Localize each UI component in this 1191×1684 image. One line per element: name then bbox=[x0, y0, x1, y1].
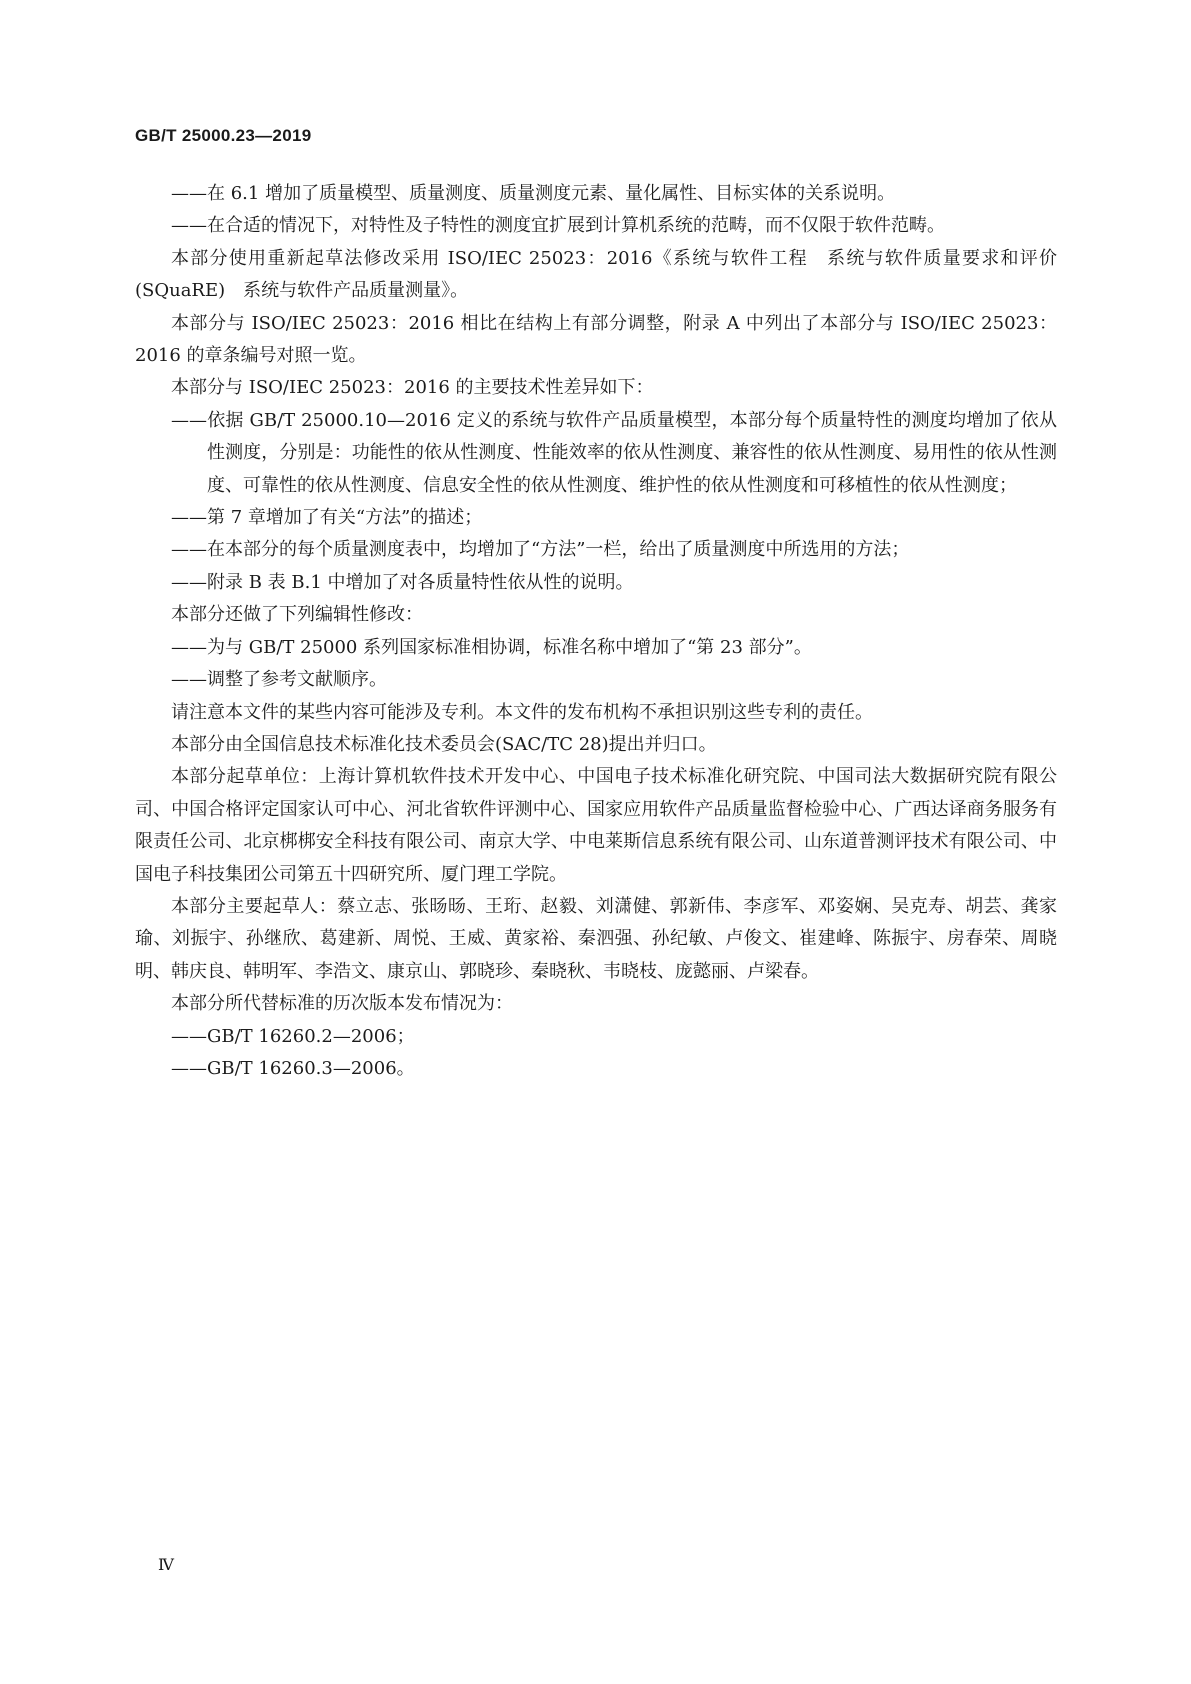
paragraph-13: 本部分由全国信息技术标准化技术委员会(SAC/TC 28)提出并归口。 bbox=[171, 733, 717, 755]
page-number: Ⅳ bbox=[158, 1555, 174, 1574]
paragraph-18: ——GB/T 16260.3—2006。 bbox=[171, 1057, 415, 1079]
paragraph-8: ——附录 B 表 B.1 中增加了对各质量特性依从性的说明。 bbox=[171, 571, 634, 593]
foreword-body bbox=[135, 178, 1057, 1085]
paragraph-7: ——在本部分的每个质量测度表中，均增加了“方法”一栏，给出了质量测度中所选用的方法； bbox=[171, 539, 910, 561]
paragraph-12: 请注意本文件的某些内容可能涉及专利。本文件的发布机构不承担识别这些专利的责任。 bbox=[171, 701, 873, 723]
paragraph-4: 本部分与 ISO/IEC 25023：2016 的主要技术性差异如下： bbox=[171, 377, 654, 399]
paragraph-15: 本部分主要起草人：蔡立志、张旸旸、王珩、赵毅、刘潇健、郭新伟、李彦军、邓姿娴、吴克寿、胡芸、龚家瑜、刘振宇、孙继欣、葛建新、周悦、王威、黄家裕、秦泗强、孙纪敏、卢俊文、崔建峰、陈振宇、房春荣、周晓明、韩庆良、韩明军、李浩文、康京山、郭晓珍、秦晓秋、韦晓枝、庞懿丽、卢梁春。 bbox=[135, 895, 1057, 982]
paragraph-6: ——第 7 章增加了有关“方法”的描述； bbox=[171, 507, 483, 529]
paragraph-5: ——依据 GB/T 25000.10—2016 定义的系统与软件产品质量模型，本部分每个质量特性的测度均增加了依从性测度，分别是：功能性的依从性测度、性能效率的依从性测度、兼容性的依从性测度、易用性的依从性测度、可靠性的依从性测度、信息安全性的依从性测度、维护性的依从性测度和可移植性的依从性测度； bbox=[171, 409, 1057, 496]
paragraph-10: ——为与 GB/T 25000 系列国家标准相协调，标准名称中增加了“第 23 部分”。 bbox=[171, 636, 812, 658]
paragraph-1: ——在合适的情况下，对特性及子特性的测度宜扩展到计算机系统的范畴，而不仅限于软件范畴。 bbox=[171, 215, 945, 237]
paragraph-14: 本部分起草单位：上海计算机软件技术开发中心、中国电子技术标准化研究院、中国司法大数据研究院有限公司、中国合格评定国家认可中心、河北省软件评测中心、国家应用软件产品质量监督检验中心、广西达译商务服务有限责任公司、北京梆梆安全科技有限公司、南京大学、中电莱斯信息系统有限公司、山东道普测评技术有限公司、中国电子科技集团公司第五十四研究所、厦门理工学院。 bbox=[135, 766, 1057, 885]
paragraph-16: 本部分所代替标准的历次版本发布情况为： bbox=[171, 993, 513, 1015]
paragraph-3: 本部分与 ISO/IEC 25023：2016 相比在结构上有部分调整，附录 A 中列出了本部分与 ISO/IEC 25023：2016 的章条编号对照一览。 bbox=[135, 312, 1057, 367]
paragraph-0: ——在 6.1 增加了质量模型、质量测度、质量测度元素、量化属性、目标实体的关系说明。 bbox=[171, 183, 896, 204]
paragraph-2: 本部分使用重新起草法修改采用 ISO/IEC 25023：2016《系统与软件工程 系统与软件质量要求和评价(SQuaRE) 系统与软件产品质量测量》。 bbox=[135, 247, 1057, 302]
paragraph-17: ——GB/T 16260.2—2006； bbox=[171, 1025, 415, 1047]
paragraph-11: ——调整了参考文献顺序。 bbox=[171, 669, 387, 691]
document-code-header: GB/T 25000.23—2019 bbox=[135, 126, 312, 145]
paragraph-9: 本部分还做了下列编辑性修改： bbox=[171, 604, 423, 626]
